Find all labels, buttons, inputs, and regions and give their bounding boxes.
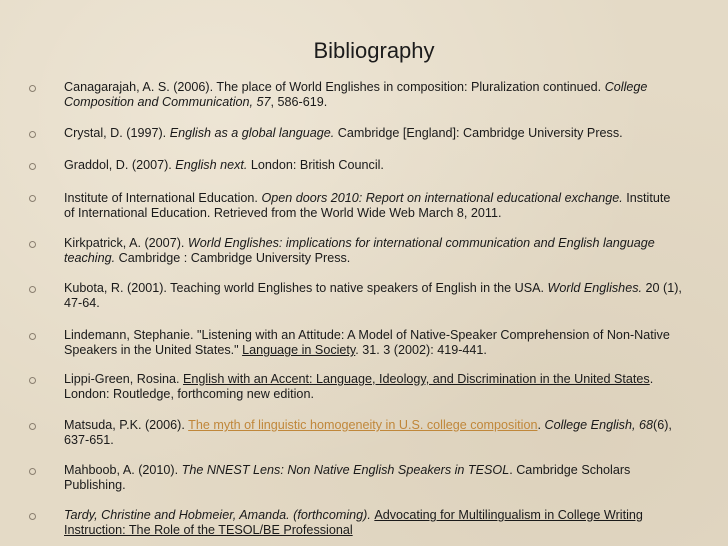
entry-text: Graddol, D. (2007). [64,158,176,172]
bullet-icon [29,195,36,202]
entry-text: Institute of International Education. [64,191,262,205]
bullet-icon [29,241,36,248]
entry-text: Lippi-Green, Rosina. [64,372,184,386]
bibliography-entry [64,236,684,266]
bibliography-entry [64,372,684,402]
bibliography-entry [64,191,684,221]
entry-text: (6), 637-651. [64,418,672,447]
entry-text: Institute of International Education. Retrieved from the World Wide Web March 8, 2011. [64,191,671,220]
bullet-icon [29,333,36,340]
entry-source-title: English as a global language. [169,126,335,140]
entry-text: , 586-619. [270,95,328,109]
bullet-icon [29,163,36,170]
bibliography-entry [64,508,684,538]
bullet-icon [29,377,36,384]
entry-text: Lindemann, Stephanie. "Listening with an Attitude: A Model of Native-Speaker Comprehension of Non-Native Speakers in the United States." [64,328,670,357]
entry-source-title: World Englishes. [547,281,642,295]
entry-text: Kirkpatrick, A. (2007). [64,236,188,250]
entry-text: Matsuda, P.K. (2006). [64,418,189,432]
entry-source-title: World Englishes: implications for international communication and English language teaching. [64,236,655,265]
entry-source-title: Language in Society [242,343,356,357]
slide-title: Bibliography [313,38,435,63]
bullet-icon [29,513,36,520]
entry-text: Canagarajah, A. S. (2006). The place of World Englishes in composition: Pluralization continued. [64,80,605,94]
entry-text: London: British Council. [247,158,384,172]
entry-source-title: English next. [175,158,248,172]
bullet-icon [29,468,36,475]
entry-source-title: The NNEST Lens: Non Native English Speakers in TESOL [181,463,510,477]
entry-text: Mahboob, A. (2010). [64,463,182,477]
bibliography-entry [64,80,684,110]
entry-text: Kubota, R. (2001). Teaching world Englishes to native speakers of English in the USA. [64,281,548,295]
entry-text: . [537,418,545,432]
entry-source-title: College Composition and Communication, 57 [64,80,648,109]
bullet-icon [29,85,36,92]
bullet-icon [29,131,36,138]
bibliography-entry [64,463,684,493]
entry-text: Crystal, D. (1997). [64,126,170,140]
bibliography-entry [64,418,684,448]
entry-text: Cambridge [England]: Cambridge University Press. [334,126,623,140]
entry-source-title: Open doors 2010: Report on international educational exchange. [261,191,623,205]
entry-text: . 31. 3 (2002): 419-441. [355,343,487,357]
entry-text: Cambridge : Cambridge University Press. [115,251,351,265]
bullet-icon [29,286,36,293]
entry-text: Tardy, Christine and Hobmeier, Amanda. (forthcoming). [64,508,375,522]
entry-source-title: Advocating for Multilingualism in College Writing Instruction: The Role of the TESOL/BE Professional [64,508,643,537]
entry-link[interactable]: The myth of linguistic homogeneity in U.S. college composition [188,418,538,432]
bullet-icon [29,423,36,430]
bibliography-entry [64,158,684,173]
entry-text: 20 (1), 47-64. [64,281,682,310]
bibliography-entry [64,126,684,141]
entry-journal-title: College English, 68 [544,418,653,432]
entry-text: . London: Routledge, forthcoming new edition. [64,372,654,401]
bibliography-entry [64,281,684,311]
bibliography-entry [64,328,684,358]
entry-source-title: English with an Accent: Language, Ideology, and Discrimination in the United States [183,372,650,386]
entry-text: . Cambridge Scholars Publishing. [64,463,631,492]
